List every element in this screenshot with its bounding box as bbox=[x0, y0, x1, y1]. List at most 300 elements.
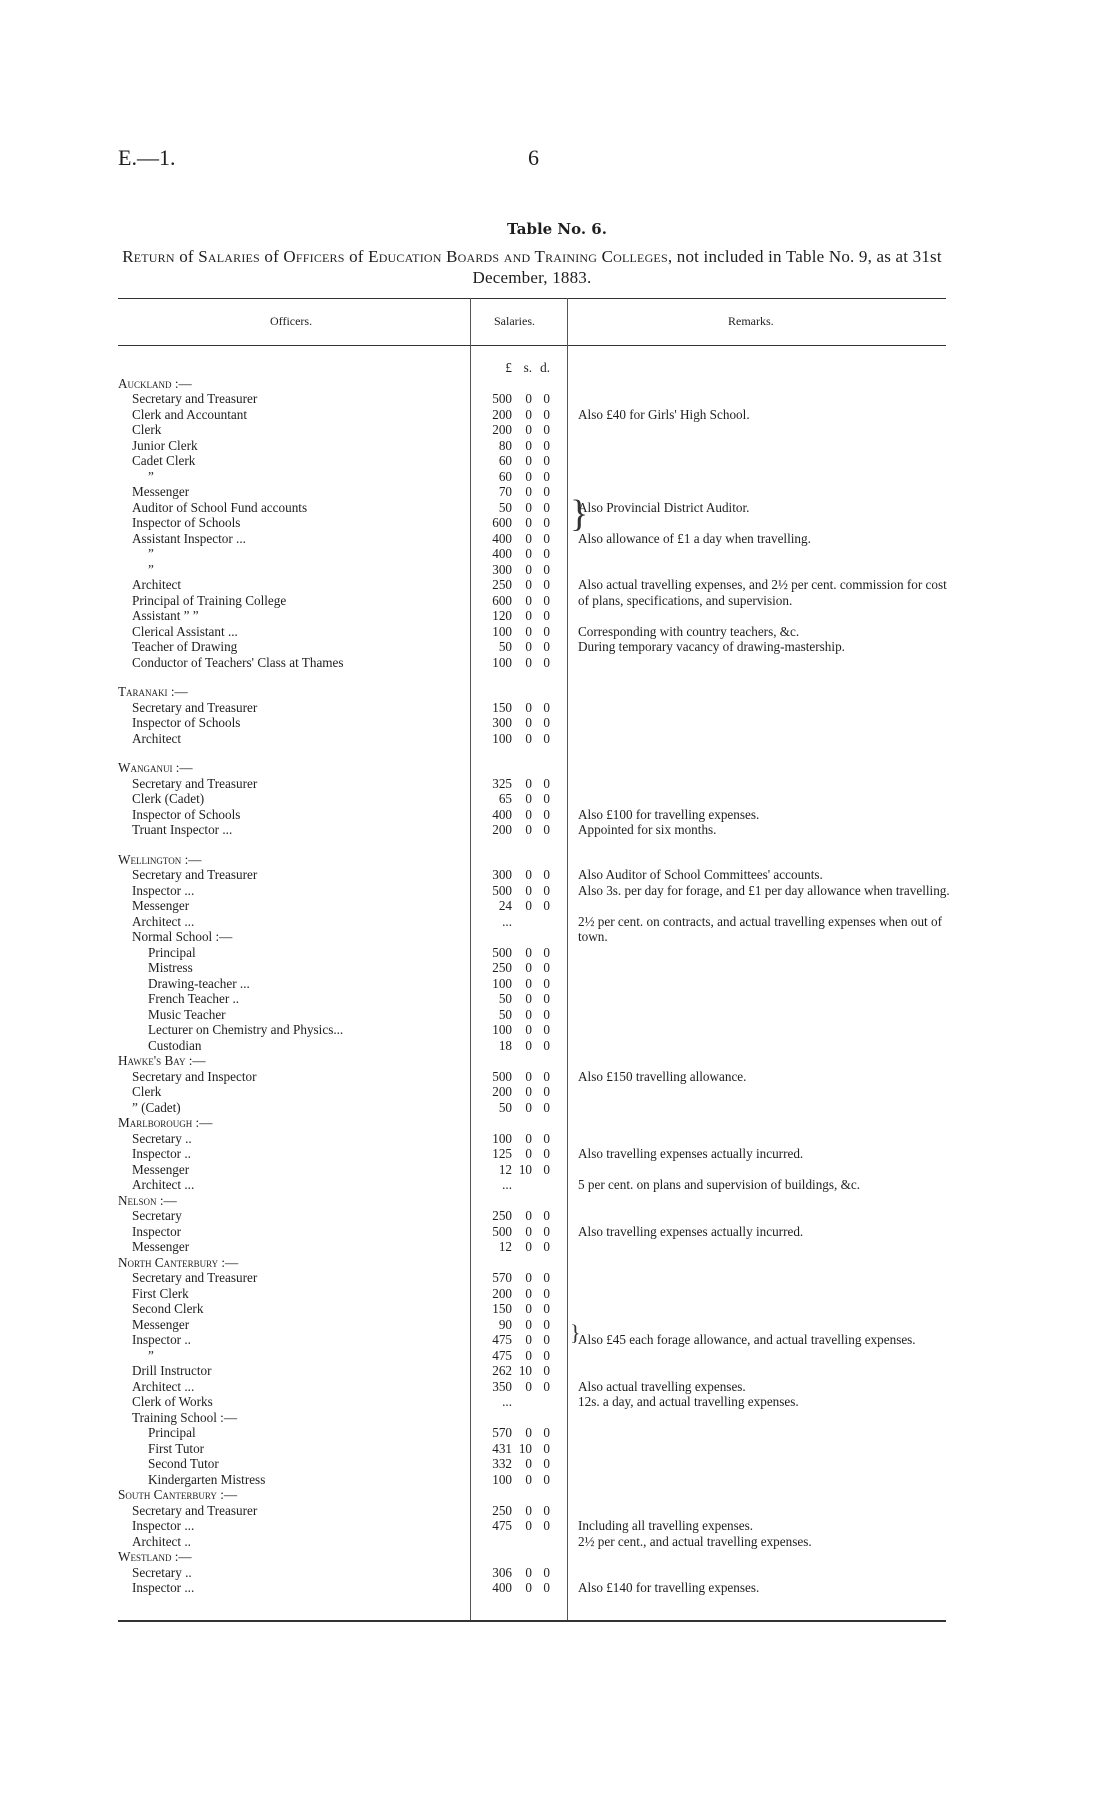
officer-cell bbox=[118, 960, 458, 976]
board-group-heading bbox=[0, 1115, 1114, 1131]
salary-shillings: 0 bbox=[525, 406, 532, 422]
remark-text: Including all travelling expenses. bbox=[578, 1518, 754, 1533]
salary-pence: 0 bbox=[543, 867, 550, 882]
officer-name: Training School :— bbox=[132, 1409, 238, 1425]
salary-pounds: 100 bbox=[492, 975, 512, 991]
officer-cell bbox=[118, 1084, 458, 1100]
salary-pounds: 475 bbox=[492, 1347, 512, 1363]
officer-cell bbox=[118, 515, 458, 531]
salary-pounds: 200 bbox=[492, 1084, 512, 1099]
officer-name: Clerical Assistant ... bbox=[132, 623, 238, 639]
salary-pence: 0 bbox=[543, 484, 550, 499]
table-row bbox=[0, 438, 1114, 454]
table-row bbox=[0, 593, 1114, 609]
salary-shillings: 10 bbox=[518, 1161, 532, 1177]
salary-shillings: 0 bbox=[525, 715, 532, 730]
board-name: North Canterbury :— bbox=[118, 1254, 239, 1270]
officer-cell bbox=[118, 531, 458, 547]
salary-pounds: 100 bbox=[492, 654, 512, 670]
salary-table-body bbox=[0, 360, 1114, 1596]
salary-pence: 0 bbox=[543, 1440, 550, 1456]
salary-shillings: 0 bbox=[525, 484, 532, 499]
officer-cell bbox=[118, 700, 458, 716]
officer-cell bbox=[118, 1456, 458, 1472]
table-row bbox=[0, 1084, 1114, 1100]
salary-pounds: 200 bbox=[492, 422, 512, 437]
board-name: Auckland :— bbox=[118, 375, 192, 391]
officer-cell bbox=[118, 1503, 458, 1519]
officer-cell bbox=[118, 807, 458, 823]
table-row bbox=[0, 1332, 1114, 1348]
officer-name: Clerk (Cadet) bbox=[132, 791, 205, 806]
salary-shillings: 0 bbox=[525, 1564, 532, 1580]
salary-pence: 0 bbox=[543, 1378, 550, 1394]
officer-name: Normal School :— bbox=[132, 929, 233, 944]
salary-shillings: 0 bbox=[525, 1518, 532, 1533]
officer-name: ” bbox=[148, 546, 154, 561]
salary-pence: 0 bbox=[543, 699, 550, 715]
salary-pence: 0 bbox=[543, 1239, 550, 1254]
officer-cell bbox=[118, 422, 458, 438]
officer-name: Clerk bbox=[132, 422, 162, 437]
salary-pounds: 570 bbox=[492, 1270, 512, 1285]
salary-shillings: 0 bbox=[525, 699, 532, 715]
salary-pounds: 600 bbox=[492, 515, 512, 530]
salary-shillings: 0 bbox=[525, 499, 532, 515]
table-row bbox=[0, 1456, 1114, 1472]
officer-name: Lecturer on Chemistry and Physics... bbox=[148, 1022, 344, 1037]
table-row bbox=[0, 1146, 1114, 1162]
pence-symbol: d. bbox=[540, 360, 550, 375]
salary-shillings: 0 bbox=[525, 561, 532, 577]
table-row bbox=[0, 1162, 1114, 1178]
table-title: Return of Salaries of Officers of Education Boards and Training Colleges, not included in Table No. 9, as at 31st December, 1883. bbox=[122, 247, 942, 287]
officer-name: Inspector of Schools bbox=[132, 515, 241, 530]
officer-name: Truant Inspector ... bbox=[132, 822, 233, 837]
officer-name: Principal of Training College bbox=[132, 592, 287, 608]
salary-pence: 0 bbox=[543, 1363, 550, 1378]
board-name: Wanganui :— bbox=[118, 760, 193, 775]
salary-shillings: 0 bbox=[525, 391, 532, 406]
officer-cell bbox=[118, 1022, 458, 1038]
table-row bbox=[0, 867, 1114, 883]
salary-pounds: 200 bbox=[492, 406, 512, 422]
column-header-officers: Officers. bbox=[270, 314, 313, 328]
table-row bbox=[0, 639, 1114, 655]
officer-cell bbox=[118, 1208, 458, 1224]
board-group-heading bbox=[0, 1255, 1114, 1271]
salary-pence: 0 bbox=[543, 1332, 550, 1347]
officer-name: First Tutor bbox=[148, 1440, 205, 1456]
table-row bbox=[0, 1038, 1114, 1054]
officer-name: First Clerk bbox=[132, 1285, 189, 1301]
officer-name: Messenger bbox=[132, 484, 190, 499]
officer-cell bbox=[118, 639, 458, 655]
officer-cell bbox=[118, 1472, 458, 1488]
salary-shillings: 0 bbox=[525, 1502, 532, 1518]
salary-shillings: 0 bbox=[525, 546, 532, 561]
salary-pence: 0 bbox=[543, 1208, 550, 1223]
salary-pounds: 50 bbox=[498, 991, 512, 1006]
remark-text: During temporary vacancy of drawing-mastership. bbox=[578, 639, 845, 654]
salary-pence: 0 bbox=[543, 960, 550, 975]
table-row bbox=[0, 562, 1114, 578]
salary-pounds: 500 bbox=[492, 944, 512, 960]
officer-cell bbox=[118, 391, 458, 407]
board-name: Taranaki :— bbox=[118, 684, 188, 699]
officer-cell bbox=[118, 1379, 458, 1395]
officer-cell bbox=[118, 484, 458, 500]
salary-pence: 0 bbox=[543, 1502, 550, 1518]
salary-shillings: 0 bbox=[525, 1006, 532, 1022]
table-number: Table No. 6. bbox=[507, 220, 607, 238]
table-row bbox=[0, 731, 1114, 747]
officer-cell bbox=[118, 438, 458, 454]
officer-name: Architect ... bbox=[132, 1177, 195, 1192]
salary-pence: 0 bbox=[543, 1270, 550, 1285]
salary-shillings: 0 bbox=[525, 1580, 532, 1595]
salary-pounds: 431 bbox=[492, 1440, 512, 1456]
salary-pounds: 65 bbox=[498, 791, 512, 806]
salary-shillings: 0 bbox=[525, 1223, 532, 1239]
salary-pence: 0 bbox=[543, 882, 550, 898]
officer-cell bbox=[118, 976, 458, 992]
officer-cell bbox=[118, 991, 458, 1007]
salary-pence: 0 bbox=[543, 1316, 550, 1332]
table-row bbox=[0, 1441, 1114, 1457]
salary-shillings: 0 bbox=[525, 960, 532, 975]
board-name: Hawke's Bay :— bbox=[118, 1053, 206, 1068]
salary-pence: 0 bbox=[543, 1084, 550, 1099]
currency-header-row bbox=[0, 360, 1114, 376]
remark-text: Also allowance of £1 a day when travelling. bbox=[578, 530, 811, 546]
officer-cell bbox=[118, 898, 458, 914]
officer-name: Assistant Inspector ... bbox=[132, 530, 246, 546]
officer-cell bbox=[118, 1410, 458, 1426]
salary-shillings: 0 bbox=[525, 1347, 532, 1363]
salary-pounds: 70 bbox=[498, 484, 512, 499]
officer-cell bbox=[118, 407, 458, 423]
salary-pence: 0 bbox=[543, 775, 550, 791]
table-row bbox=[0, 1379, 1114, 1395]
salary-shillings: 0 bbox=[525, 654, 532, 670]
salary-pounds: 475 bbox=[492, 1518, 512, 1533]
officer-name: ” (Cadet) bbox=[132, 1099, 181, 1115]
salary-pence: 0 bbox=[543, 944, 550, 960]
officer-cell bbox=[118, 1534, 458, 1550]
officer-name: ” bbox=[148, 1347, 154, 1363]
officer-name: Secretary and Treasurer bbox=[132, 867, 258, 882]
salary-shillings: 0 bbox=[525, 1316, 532, 1332]
salary-shillings: 0 bbox=[525, 1084, 532, 1099]
salary-pounds: 50 bbox=[498, 1099, 512, 1115]
salary-pounds: 350 bbox=[492, 1378, 512, 1394]
header-bottom-rule bbox=[118, 345, 946, 346]
officer-cell bbox=[118, 546, 458, 562]
table-row bbox=[0, 960, 1114, 976]
salary-pence: 0 bbox=[543, 1099, 550, 1115]
board-group-heading bbox=[0, 1487, 1114, 1503]
salary-shillings: 0 bbox=[525, 437, 532, 453]
salary-pounds: 100 bbox=[492, 1130, 512, 1146]
officer-name: Assistant ” ” bbox=[132, 608, 199, 623]
salary-shillings: 0 bbox=[525, 730, 532, 746]
officer-cell bbox=[118, 731, 458, 747]
table-row bbox=[0, 1131, 1114, 1147]
officer-cell bbox=[118, 1394, 458, 1410]
salary-pence: 0 bbox=[543, 1006, 550, 1022]
board-name: Wellington :— bbox=[118, 851, 202, 867]
table-row bbox=[0, 1286, 1114, 1302]
salary-shillings: 0 bbox=[525, 1301, 532, 1316]
remark-text: Appointed for six months. bbox=[578, 822, 717, 837]
table-row bbox=[0, 453, 1114, 469]
officer-name: Clerk and Accountant bbox=[132, 406, 247, 422]
salary-pounds: 500 bbox=[492, 882, 512, 898]
table-row bbox=[0, 1348, 1114, 1364]
officer-name: Architect ... bbox=[132, 1378, 195, 1394]
officer-name: Conductor of Teachers' Class at Thames bbox=[132, 654, 344, 670]
salary-pounds: 500 bbox=[492, 1223, 512, 1239]
officer-name: French Teacher .. bbox=[148, 991, 240, 1006]
officer-name: Mistress bbox=[148, 960, 193, 975]
officer-cell bbox=[118, 469, 458, 485]
officer-cell bbox=[118, 1332, 458, 1348]
salary-pounds: 600 bbox=[492, 592, 512, 608]
salary-pounds: 400 bbox=[492, 530, 512, 546]
salary-pence: 0 bbox=[543, 1564, 550, 1580]
officer-cell bbox=[118, 945, 458, 961]
salary-pence: 0 bbox=[543, 639, 550, 654]
salary-pounds: 24 bbox=[498, 898, 512, 913]
salary-pounds: 120 bbox=[492, 608, 512, 623]
table-row bbox=[0, 898, 1114, 914]
salary-pounds: 100 bbox=[492, 623, 512, 639]
salary-pounds: ... bbox=[502, 1394, 512, 1409]
salary-shillings: 0 bbox=[525, 608, 532, 623]
remark-text: Also actual travelling expenses. bbox=[578, 1378, 746, 1394]
officer-cell bbox=[118, 914, 458, 930]
salary-shillings: 0 bbox=[525, 577, 532, 592]
salary-pence: 0 bbox=[543, 1456, 550, 1471]
salary-pounds: 50 bbox=[498, 499, 512, 515]
remark-text: Also travelling expenses actually incurred. bbox=[578, 1223, 804, 1239]
salary-pounds: 300 bbox=[492, 561, 512, 577]
salary-pence: 0 bbox=[543, 791, 550, 806]
salary-pounds: 262 bbox=[492, 1363, 512, 1378]
table-row bbox=[0, 1425, 1114, 1441]
officer-name: Inspector .. bbox=[132, 1146, 191, 1161]
board-group-heading bbox=[0, 1549, 1114, 1565]
column-header-salaries: Salaries. bbox=[494, 314, 535, 328]
salary-shillings: 0 bbox=[525, 453, 532, 468]
salary-shillings: 0 bbox=[525, 1425, 532, 1440]
salary-pence: 0 bbox=[543, 391, 550, 406]
officer-name: Inspector ... bbox=[132, 1518, 195, 1533]
salary-pounds: 570 bbox=[492, 1425, 512, 1440]
officer-name: Drawing-teacher ... bbox=[148, 975, 250, 991]
table-row bbox=[0, 945, 1114, 961]
table-row bbox=[0, 1565, 1114, 1581]
officer-name: Secretary and Inspector bbox=[132, 1068, 257, 1084]
remark-text: Also travelling expenses actually incurred. bbox=[578, 1146, 804, 1161]
officer-name: Messenger bbox=[132, 1316, 190, 1332]
table-row bbox=[0, 484, 1114, 500]
officer-cell bbox=[118, 1301, 458, 1317]
salary-shillings: 0 bbox=[525, 1037, 532, 1053]
officer-name: Inspector ... bbox=[132, 882, 195, 898]
remark-text: Also actual travelling expenses, and 2½ per cent. commission for cost of plans, specifications, and supervision. bbox=[578, 577, 947, 608]
salary-pounds: 12 bbox=[498, 1161, 512, 1177]
salary-pounds: 150 bbox=[492, 699, 512, 715]
salary-pounds: ... bbox=[502, 913, 512, 929]
table-row bbox=[0, 500, 1114, 516]
officer-cell bbox=[118, 500, 458, 516]
officer-name: Drill Instructor bbox=[132, 1363, 212, 1378]
salary-pence: 0 bbox=[543, 1301, 550, 1316]
board-group-heading bbox=[0, 684, 1114, 700]
salary-pounds: 500 bbox=[492, 391, 512, 406]
officer-cell bbox=[118, 929, 458, 945]
salary-pounds: 250 bbox=[492, 1208, 512, 1223]
table-row bbox=[0, 515, 1114, 531]
table-row bbox=[0, 1301, 1114, 1317]
table-row bbox=[0, 1224, 1114, 1240]
board-name: Nelson :— bbox=[118, 1192, 177, 1208]
salary-pounds: 325 bbox=[492, 775, 512, 791]
officer-cell bbox=[118, 1425, 458, 1441]
officer-name: Architect .. bbox=[132, 1533, 191, 1549]
salary-pence: 0 bbox=[543, 1580, 550, 1595]
salary-pence: 0 bbox=[543, 546, 550, 561]
table-row bbox=[0, 1363, 1114, 1379]
table-row bbox=[0, 391, 1114, 407]
officer-name: Architect bbox=[132, 730, 182, 746]
salary-pounds: 332 bbox=[492, 1456, 512, 1471]
officer-cell bbox=[118, 1177, 458, 1193]
remark-text: Also £40 for Girls' High School. bbox=[578, 406, 750, 422]
remark-text: Also £140 for travelling expenses. bbox=[578, 1580, 760, 1595]
salary-pounds: 400 bbox=[492, 546, 512, 561]
officer-cell bbox=[118, 624, 458, 640]
salary-pounds: 150 bbox=[492, 1301, 512, 1316]
officer-cell bbox=[118, 867, 458, 883]
officer-cell bbox=[118, 1565, 458, 1581]
table-row bbox=[0, 715, 1114, 731]
officer-cell bbox=[118, 1286, 458, 1302]
table-row bbox=[0, 1580, 1114, 1596]
salary-pounds: 50 bbox=[498, 639, 512, 654]
salary-pounds: 300 bbox=[492, 715, 512, 730]
salary-shillings: 10 bbox=[518, 1363, 532, 1378]
salary-pence: 0 bbox=[543, 577, 550, 592]
salary-pounds: 60 bbox=[498, 453, 512, 468]
officer-name: Kindergarten Mistress bbox=[148, 1471, 266, 1487]
salary-pence: 0 bbox=[543, 975, 550, 991]
salary-pence: 0 bbox=[543, 1161, 550, 1177]
officer-name: Second Clerk bbox=[132, 1301, 204, 1316]
salary-shillings: 0 bbox=[525, 1471, 532, 1487]
salary-shillings: 0 bbox=[525, 867, 532, 882]
salary-shillings: 0 bbox=[525, 530, 532, 546]
remark-text: 2½ per cent. on contracts, and actual travelling expenses when out of town. bbox=[578, 913, 942, 944]
salary-pounds: 12 bbox=[498, 1239, 512, 1254]
table-row bbox=[0, 1534, 1114, 1550]
salary-pence: 0 bbox=[543, 453, 550, 468]
salary-pence: 0 bbox=[543, 406, 550, 422]
officer-name: Inspector of Schools bbox=[132, 715, 241, 730]
officer-name: Clerk bbox=[132, 1084, 162, 1099]
board-group-heading bbox=[0, 852, 1114, 868]
remark-text: Also 3s. per day for forage, and £1 per day allowance when travelling. bbox=[578, 882, 950, 898]
officer-cell bbox=[118, 1146, 458, 1162]
board-name: Westland :— bbox=[118, 1549, 192, 1564]
salary-shillings: 0 bbox=[525, 775, 532, 791]
salary-shillings: 0 bbox=[525, 1285, 532, 1301]
salary-shillings: 0 bbox=[525, 898, 532, 913]
salary-shillings: 0 bbox=[525, 592, 532, 608]
officer-name: Clerk of Works bbox=[132, 1394, 213, 1409]
officer-name: Secretary and Treasurer bbox=[132, 775, 258, 791]
officer-cell bbox=[118, 593, 458, 609]
salary-pence: 0 bbox=[543, 1037, 550, 1053]
salary-shillings: 0 bbox=[525, 1332, 532, 1347]
officer-name: Principal bbox=[148, 1425, 196, 1440]
salary-shillings: 0 bbox=[525, 515, 532, 530]
salary-shillings: 0 bbox=[525, 1099, 532, 1115]
officer-cell bbox=[118, 715, 458, 731]
officer-cell bbox=[118, 1162, 458, 1178]
salary-pence: 0 bbox=[543, 898, 550, 913]
officer-name: Architect bbox=[132, 577, 182, 592]
officer-name: Secretary and Treasurer bbox=[132, 1502, 258, 1518]
table-row bbox=[0, 531, 1114, 547]
salary-pounds: 300 bbox=[492, 867, 512, 882]
salary-pence: 0 bbox=[543, 822, 550, 837]
salary-shillings: 0 bbox=[525, 822, 532, 837]
table-row bbox=[0, 1317, 1114, 1333]
salary-shillings: 0 bbox=[525, 806, 532, 822]
officer-cell bbox=[118, 562, 458, 578]
salary-pounds: 200 bbox=[492, 1285, 512, 1301]
salary-pence: 0 bbox=[543, 608, 550, 623]
table-row bbox=[0, 807, 1114, 823]
salary-shillings: 0 bbox=[525, 623, 532, 639]
salary-pounds: 100 bbox=[492, 1471, 512, 1487]
table-row bbox=[0, 546, 1114, 562]
salary-pence: 0 bbox=[543, 499, 550, 515]
board-group-heading bbox=[0, 1193, 1114, 1209]
salary-pence: 0 bbox=[543, 422, 550, 437]
salary-pounds: 90 bbox=[498, 1316, 512, 1332]
table-row bbox=[0, 700, 1114, 716]
salary-pounds: 250 bbox=[492, 577, 512, 592]
salary-shillings: 0 bbox=[525, 944, 532, 960]
officer-cell bbox=[118, 1239, 458, 1255]
officer-name: Inspector .. bbox=[132, 1332, 191, 1347]
page-number: 6 bbox=[528, 145, 539, 170]
table-row bbox=[0, 655, 1114, 671]
officer-cell bbox=[118, 1007, 458, 1023]
salary-shillings: 0 bbox=[525, 882, 532, 898]
officer-name: Secretary bbox=[132, 1208, 182, 1223]
officer-cell bbox=[118, 1317, 458, 1333]
salary-pence: 0 bbox=[543, 1425, 550, 1440]
officer-name: Secretary and Treasurer bbox=[132, 1270, 258, 1285]
salary-pence: 0 bbox=[543, 730, 550, 746]
officer-cell bbox=[118, 776, 458, 792]
officer-name: Auditor of School Fund accounts bbox=[132, 499, 308, 515]
